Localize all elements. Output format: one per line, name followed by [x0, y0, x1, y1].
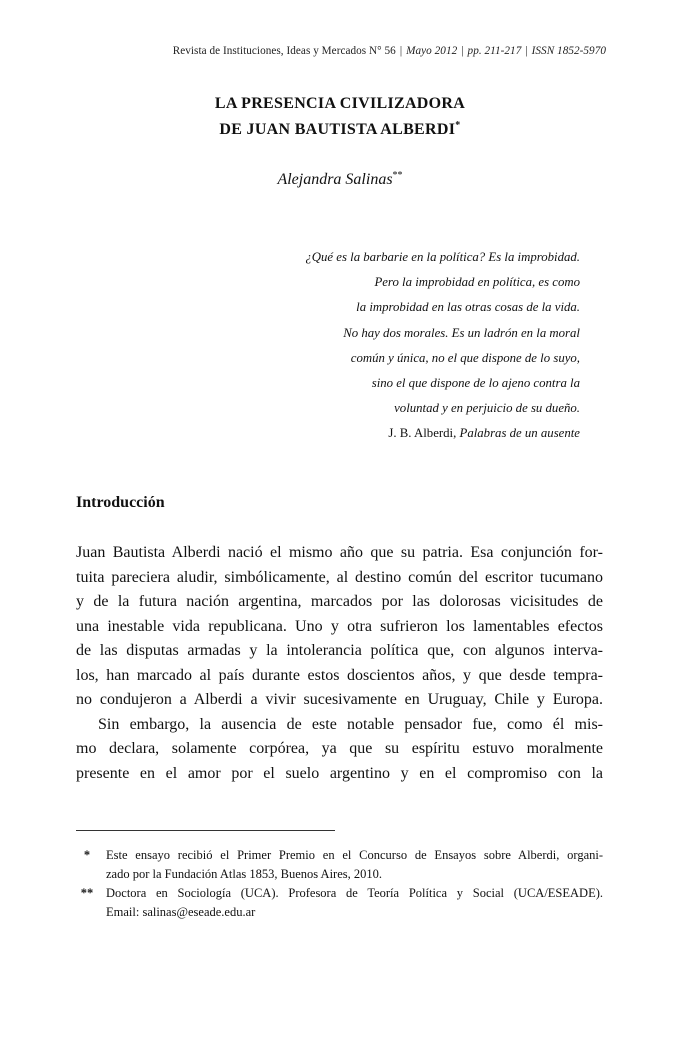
body-paragraphs [76, 541, 603, 786]
body-line: una inestable vida republicana. Uno y otra sufrieron los lamentables efectos [76, 617, 603, 635]
footnote-line: zado por la Fundación Atlas 1853, Buenos Aires, 2010. [106, 867, 383, 881]
body-line: no condujeron a Alberdi a vivir sucesivamente en Uruguay, Chile y Europa. [76, 691, 603, 708]
issue-date: Mayo 2012 [406, 45, 458, 57]
article-title-line-1: LA PRESENCIA CIVILIZADORA [214, 95, 466, 112]
article-title-text: DE JUAN BAUTISTA ALBERDI [219, 121, 456, 138]
body-line: Juan Bautista Alberdi nació el mismo año que su patria. Esa conjunción for- [76, 544, 603, 561]
footnote-text [106, 884, 603, 922]
article-title-line-2 [0, 120, 680, 139]
journal-name: Revista de Instituciones, Ideas y Mercados N° 56 [172, 45, 396, 57]
article-author [0, 170, 680, 189]
author-name: Alejandra Salinas [277, 171, 393, 188]
epigraph-line: voluntad y en perjuicio de su dueño. [394, 401, 580, 416]
attribution-author: J. B. Alberdi, [388, 426, 457, 441]
epigraph-line: común y única, no el que dispone de lo suyo, [350, 350, 580, 365]
epigraph-attribution [220, 421, 580, 446]
footnote-mark: ** [80, 886, 94, 900]
epigraph [220, 245, 580, 447]
epigraph-line: la improbidad en las otras cosas de la vida. [356, 300, 580, 315]
running-header [104, 45, 606, 57]
epigraph-line: ¿Qué es la barbarie en la política? Es la improbidad. [305, 250, 580, 264]
body-line: tuita pareciera aludir, simbólicamente, al destino común del escritor tucumano [76, 568, 603, 586]
attribution-work: Palabras de un ausente [459, 426, 580, 441]
epigraph-line: sino el que dispone de lo ajeno contra la [371, 376, 580, 391]
header-separator: | [461, 45, 464, 57]
footnote-divider [76, 830, 335, 831]
page-range: pp. 211-217 [467, 45, 522, 57]
header-separator: | [399, 45, 403, 57]
body-line: Sin embargo, la ausencia de este notable pensador fue, como él mis- [98, 715, 603, 733]
body-line: de las disputas armadas y la intolerancia política que, con algunos interva- [76, 642, 603, 659]
header-separator: | [525, 45, 528, 57]
footnote-line[interactable]: Email: salinas@eseade.edu.ar [106, 905, 256, 919]
epigraph-line: No hay dos morales. Es un ladrón en la moral [343, 325, 580, 340]
body-line: mo declara, solamente corpórea, ya que su espíritu estuvo moralmente [76, 740, 603, 757]
body-line: presente en el amor por el suelo argentino y en el compromiso con la [76, 764, 603, 782]
title-footnote-mark[interactable]: * [455, 120, 461, 131]
author-footnote-mark[interactable]: ** [392, 170, 403, 181]
issn: ISSN 1852-5970 [531, 45, 606, 57]
section-heading: Introducción [76, 494, 165, 511]
epigraph-line: Pero la improbidad en política, es como [374, 275, 580, 290]
footnote-line: Doctora en Sociología (UCA). Profesora de Teoría Política y Social (UCA/ESEADE). [106, 886, 603, 900]
body-line: los, han marcado al país durante estos doscientos años, y que desde tempra- [76, 666, 603, 684]
footnote-mark: * [83, 848, 91, 862]
footnote-line: Este ensayo recibió el Primer Premio en el Concurso de Ensayos sobre Alberdi, organi- [106, 848, 603, 862]
footnote-text [106, 846, 603, 884]
body-line: y de la futura nación argentina, marcados por las dolorosas vicisitudes de [76, 593, 603, 610]
